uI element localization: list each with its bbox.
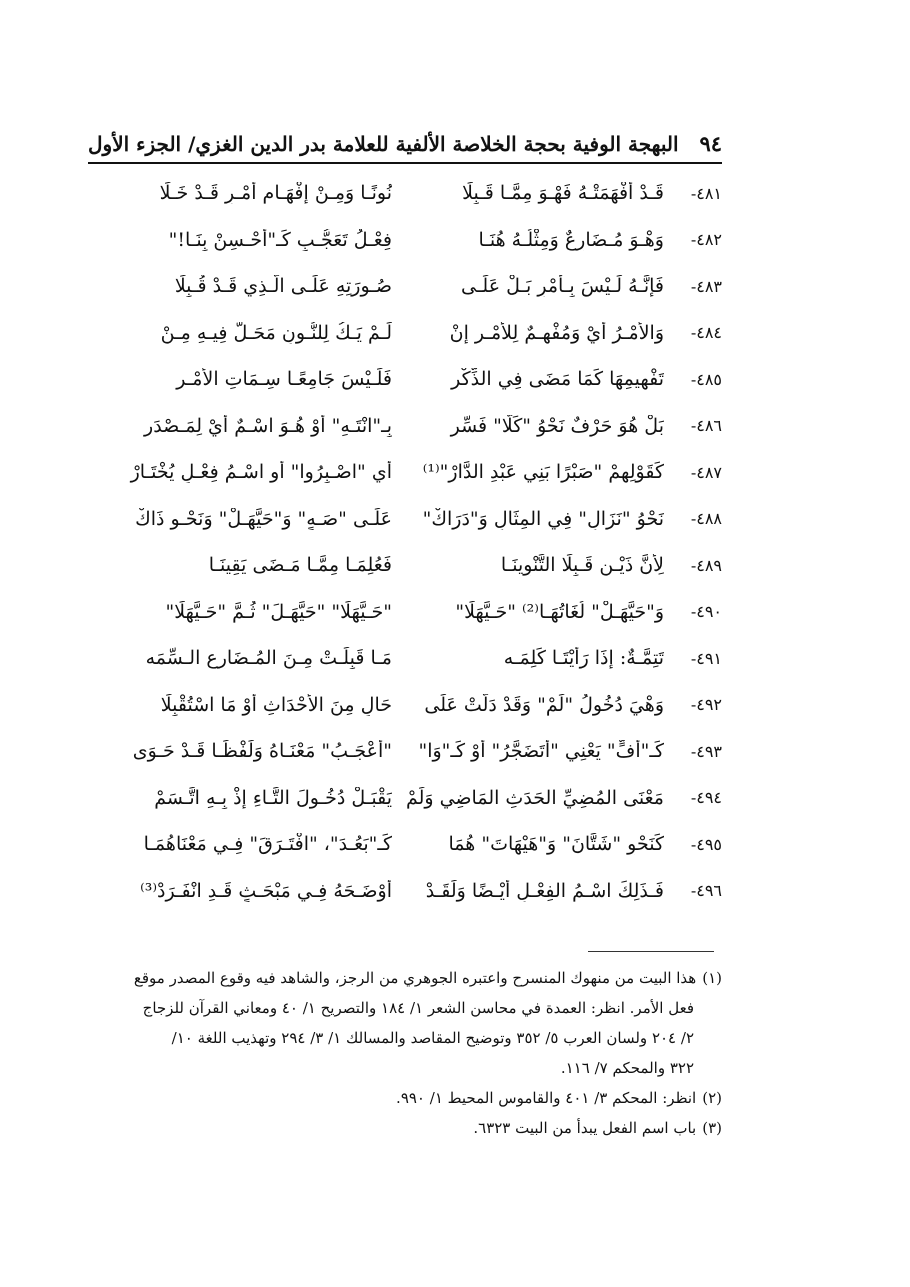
footnote-marker: (٢) (702, 1089, 722, 1107)
verse-number: ٤٩١- (690, 648, 722, 668)
verse-number: ٤٩٠- (690, 602, 722, 622)
footnote-line (88, 1083, 722, 1113)
second-hemistich: فَلَـيْسَ جَامِعًـا سِـمَاتِ الأَمْـرِ (176, 368, 392, 391)
first-hemistich: لِأَنَّ ذَيْـنِ قَـبِلَا التَّنْوِينَـا (500, 554, 664, 577)
footnote-separator (588, 951, 714, 952)
verse-line (88, 635, 722, 682)
footnote-marker: (٣) (702, 1119, 722, 1137)
verse-line (88, 589, 722, 636)
first-hemistich: وَ"حَيَّهَـلْ" لُغَاتُهَـا⁽²⁾ "حَـيَّهَلَا" (455, 600, 664, 623)
verse-number: ٤٨٩- (690, 555, 722, 575)
footnote-line (88, 1023, 722, 1053)
first-hemistich: فَإِنَّـهُ لَـيْسَ بِـأَمْرٍ بَـلْ عَلَـى (461, 275, 664, 298)
verse-list (88, 170, 722, 914)
second-hemistich: أَوْضَـحَهُ فِـي مَبْحَـثٍ قَـدِ انْفَـرَدْ⁽³⁾ (140, 879, 392, 902)
second-hemistich: مَـا قَبِلَـتْ مِـنَ المُـضَارِعِ الـسِّمَه (145, 647, 392, 670)
verse-line (88, 821, 722, 868)
verse-line (88, 449, 722, 496)
verse-number: ٤٩٥- (690, 834, 722, 854)
first-hemistich: كَـ"أُفٍّ" يَعْنِي "أَتَضَجَّرُ" أَوْ كَـ"وَا" (418, 740, 664, 763)
second-hemistich: نُونًـا وَمِـنْ إِفْهَـامِ أَمْـرٍ قَـدْ خَـلَا (159, 182, 392, 205)
second-hemistich: أَيِ "اصْـبِرُوا" أَوِ اسْـمُ فِعْـلٍ يُخْتَـارْ (130, 461, 392, 484)
verse-number: ٤٩٤- (690, 788, 722, 808)
verse-number: ٤٨٨- (690, 509, 722, 529)
page-number: ٩٤ (699, 131, 722, 156)
footnote-text: باب اسم الفعل يبدأ من البيت ٦٣٢٣. (473, 1119, 697, 1137)
first-hemistich: بَلْ هُوَ حَرْفٌ نَحْوُ "كَلَّا" فَسِّرِ (450, 414, 664, 437)
second-hemistich: "أَعْجَـبُ" مَعْنَـاهُ وَلَفْظًـا قَـدْ حَـوَى (132, 740, 392, 763)
verse-line (88, 263, 722, 310)
second-hemistich: "حَـيَّهَلًا" "حَيَّهَـلَ" ثُـمَّ "حَـيَّهَلَا" (165, 600, 392, 623)
second-hemistich: يَقْبَـلْ دُخُـولَ التَّـاءِ إِذْ بِـهِ اتَّـسَمْ (154, 786, 392, 809)
second-hemistich: لَـمْ يَـكُ لِلنُّـونِ مَحَـلٌّ فِيـهِ مِـنْ (160, 321, 392, 344)
first-hemistich: مَعْنَى المُضِيِّ الحَدَثِ المَاضِي وَلَمْ (405, 786, 664, 809)
verse-number: ٤٨٥- (690, 369, 722, 389)
first-hemistich: كَقَوْلِهِمْ "صَبْرًا بَنِي عَبْدِ الدَّارْ"⁽¹⁾ (422, 461, 664, 484)
verse-line (88, 217, 722, 264)
footnote-line (88, 1113, 722, 1143)
verse-line (88, 403, 722, 450)
verse-number: ٤٩٢- (690, 695, 722, 715)
running-title: البهجة الوفية بحجة الخلاصة الألفية للعلامة بدر الدين الغزي/ الجزء الأول (88, 132, 679, 156)
footnote-text: ٢/ ٢٠٤ ولسان العرب ٥/ ٣٥٢ وتوضيح المقاصد والمسالك ١/ ٣/ ٢٩٤ وتهذيب اللغة ١٠/ (171, 1029, 694, 1047)
first-hemistich: فَـذَلِكَ اسْـمُ الفِعْـلِ أَيْـضًا وَلَقَـدْ (425, 879, 664, 902)
first-hemistich: نَحْوُ "نَزَالِ" فِي المِثَالِ وَ"دَرَاكْ" (422, 507, 664, 530)
verse-number: ٤٩٣- (690, 741, 722, 761)
verse-number: ٤٨٦- (690, 416, 722, 436)
verse-line (88, 542, 722, 589)
verse-number: ٤٨٧- (690, 462, 722, 482)
second-hemistich: صُـورَتِهِ عَلَـى الَّـذِي قَـدْ قُـبِلَا (174, 275, 392, 298)
second-hemistich: بِـ"انْتَـهِ" أَوْ هُـوَ اسْـمٌ أَيْ لِمَـصْدَرِ (144, 414, 392, 437)
verse-line (88, 775, 722, 822)
page-header (88, 118, 722, 164)
second-hemistich: حَالٍ مِنَ الأَحْدَاثِ أَوْ مَا اسْتُقْبِلَا (160, 693, 392, 716)
footnote-text: هذا البيت من منهوك المنسرح واعتبره الجوهري من الرجز، والشاهد فيه وقوع المصدر موقع (133, 969, 697, 987)
first-hemistich: كَنَحْوِ "شَتَّانَ" وَ"هَيْهَاتَ" هُمَا (448, 833, 664, 856)
footnote-text: انظر: المحكم ٣/ ٤٠١ والقاموس المحيط ١/ ٩٩٠. (396, 1089, 697, 1107)
verse-line (88, 868, 722, 915)
verse-line (88, 496, 722, 543)
footnote-text: فعل الأمر. انظر: العمدة في محاسن الشعر ١/ ١٨٤ والتصريح ١/ ٤٠ ومعاني القرآن للزجاج (142, 999, 694, 1017)
verse-number: ٤٨٣- (690, 276, 722, 296)
footnotes (88, 963, 722, 1143)
verse-number: ٤٨١- (690, 183, 722, 203)
footnote-line (88, 1053, 722, 1083)
verse-number: ٤٨٢- (690, 230, 722, 250)
verse-number: ٤٨٤- (690, 323, 722, 343)
second-hemistich: فَعُلِمَـا مِمَّـا مَـضَى يَقِينَـا (208, 554, 392, 577)
verse-line (88, 728, 722, 775)
second-hemistich: كَـ"بَعُـدَ"، "افْتَـرَقَ" فِـي مَعْنَاهُمَـا (143, 833, 392, 856)
footnote-line (88, 993, 722, 1023)
verse-line (88, 356, 722, 403)
footnote-text: ٣٢٢ والمحكم ٧/ ١١٦. (560, 1059, 694, 1077)
verse-line (88, 170, 722, 217)
first-hemistich: تَتِمَّـةٌ: إِذَا رَأَيْتَـا كَلِمَـه (503, 647, 664, 670)
verse-line (88, 682, 722, 729)
verse-line (88, 310, 722, 357)
first-hemistich: وَهْـوَ مُـضَارِعٌ وَمِثْلُـهُ هُنَـا (478, 228, 664, 251)
second-hemistich: عَلَـى "صَـهٍ" وَ"حَيَّهَـلْ" وَنَحْـوِ ذَاكْ (135, 507, 392, 530)
first-hemistich: وَالأَمْـرُ أَيْ وَمُفْهِـمٌ لِلأَمْـرِ إِنْ (449, 321, 664, 344)
first-hemistich: وَهْيَ دُخُولُ "لَمْ" وَقَدْ دَلَّتْ عَلَى (424, 693, 664, 716)
first-hemistich: قَـدْ أَفْهَمَتْـهُ فَهْـوَ مِمَّـا قَـبِلَا (462, 182, 664, 205)
second-hemistich: فِعْـلُ تَعَجُّـبٍ كَـ"أَحْـسِنْ بِنَـا!" (168, 228, 392, 251)
footnote-marker: (١) (702, 969, 722, 987)
verse-number: ٤٩٦- (690, 881, 722, 901)
first-hemistich: تَفْهِيمِهَا كَمَا مَضَى فِي الذِّكْرِ (451, 368, 664, 391)
footnote-line (88, 963, 722, 993)
